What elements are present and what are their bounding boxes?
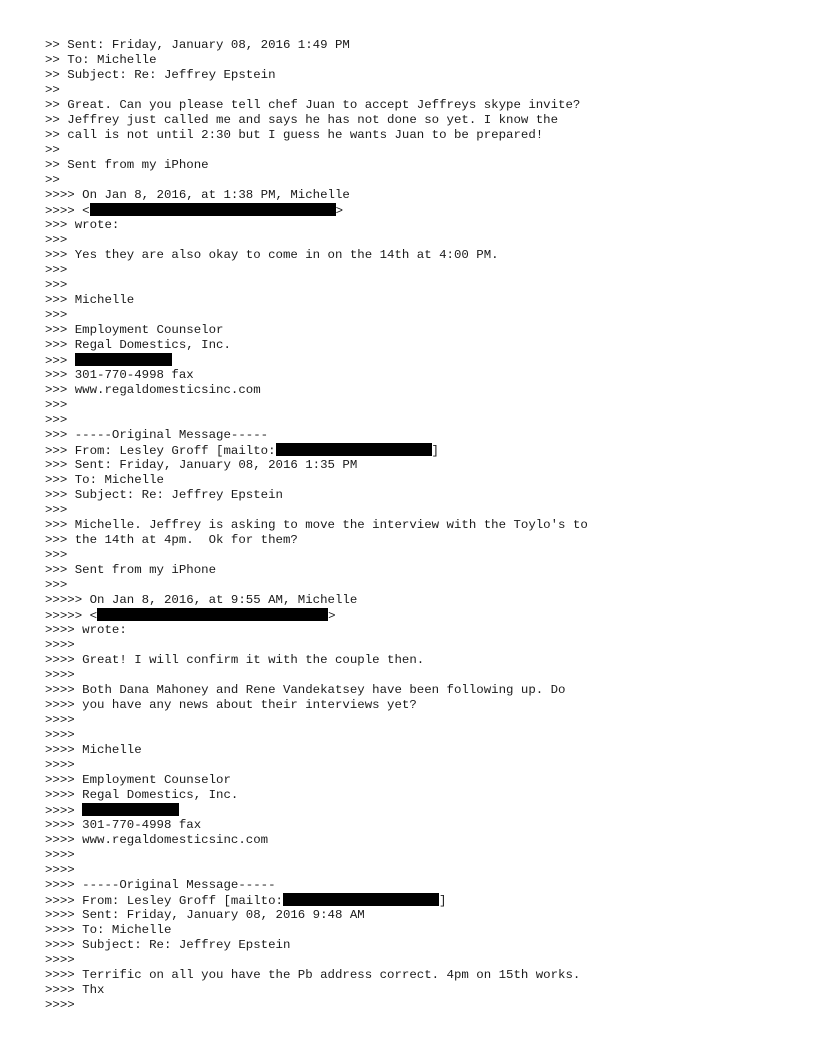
line-text: >>> Employment Counselor [45,323,224,337]
email-line [45,608,805,623]
line-text: >> Great. Can you please tell chef Juan to accept Jeffreys skype invite? [45,98,581,112]
line-text: >>>> Great! I will confirm it with the couple then. [45,653,425,667]
email-line [45,623,805,638]
email-line [45,218,805,233]
redaction-block [283,893,439,906]
line-text: >>>> < [45,204,90,218]
email-line [45,818,805,833]
email-line [45,413,805,428]
email-line [45,713,805,728]
email-line [45,518,805,533]
line-text: >>> the 14th at 4pm. Ok for them? [45,533,298,547]
line-text: >>> [45,278,68,292]
email-line [45,893,805,908]
email-line [45,848,805,863]
line-text: >>> [45,308,68,322]
email-line [45,578,805,593]
line-text: >> To: Michelle [45,53,157,67]
line-text: >>> Michelle. Jeffrey is asking to move the interview with the Toylo's to [45,518,588,532]
line-text: >>>> Terrific on all you have the Pb address correct. 4pm on 15th works. [45,968,581,982]
line-text: >>> [45,413,68,427]
email-line [45,488,805,503]
email-line [45,233,805,248]
email-line [45,668,805,683]
line-text: >>> Sent from my iPhone [45,563,217,577]
email-line [45,338,805,353]
email-line [45,113,805,128]
email-line [45,353,805,368]
email-line [45,593,805,608]
redaction-block [75,353,172,366]
line-text: >> [45,83,60,97]
redaction-block [276,443,432,456]
redaction-block [97,608,328,621]
line-text: >> Sent: Friday, January 08, 2016 1:49 PM [45,38,350,52]
email-line [45,128,805,143]
line-text: >> Subject: Re: Jeffrey Epstein [45,68,276,82]
line-text-after: ] [431,444,439,458]
line-text: >>> Yes they are also okay to come in on the 14th at 4:00 PM. [45,248,499,262]
email-line [45,143,805,158]
line-text: >>>> [45,804,83,818]
redaction-block [90,203,336,216]
email-line [45,263,805,278]
line-text: >>>> -----Original Message----- [45,878,276,892]
line-text: >>>> Sent: Friday, January 08, 2016 9:48 AM [45,908,365,922]
email-line [45,923,805,938]
line-text: >>> [45,233,68,247]
line-text: >>>> From: Lesley Groff [mailto: [45,894,283,908]
email-line [45,698,805,713]
line-text: >> call is not until 2:30 but I guess he wants Juan to be prepared! [45,128,544,142]
email-line [45,188,805,203]
line-text: >>>> To: Michelle [45,923,172,937]
line-text: >>>> [45,953,75,967]
email-line [45,938,805,953]
line-text: >>>> Both Dana Mahoney and Rene Vandekatsey have been following up. Do [45,683,566,697]
email-line [45,683,805,698]
line-text: >> [45,143,60,157]
email-line [45,788,805,803]
line-text: >>>> [45,668,75,682]
email-line [45,323,805,338]
email-line [45,428,805,443]
email-line [45,53,805,68]
email-line [45,443,805,458]
line-text: >>>> 301-770-4998 fax [45,818,202,832]
email-line [45,953,805,968]
email-line [45,563,805,578]
line-text: >>> 301-770-4998 fax [45,368,194,382]
line-text: >>>> [45,998,75,1012]
email-line [45,878,805,893]
line-text: >>>> you have any news about their interviews yet? [45,698,417,712]
line-text: >>>> [45,728,75,742]
line-text: >>>> [45,848,75,862]
line-text: >>> [45,548,68,562]
email-line [45,68,805,83]
line-text: >>> [45,354,75,368]
line-text: >>> -----Original Message----- [45,428,269,442]
email-line [45,458,805,473]
email-line [45,863,805,878]
line-text: >>> Michelle [45,293,135,307]
email-line [45,383,805,398]
email-line [45,398,805,413]
line-text: >>> www.regaldomesticsinc.com [45,383,261,397]
line-text: >>> To: Michelle [45,473,164,487]
email-line [45,98,805,113]
line-text: >>> Subject: Re: Jeffrey Epstein [45,488,283,502]
email-line [45,773,805,788]
email-line [45,158,805,173]
email-line [45,83,805,98]
email-line [45,803,805,818]
line-text: >>>> Employment Counselor [45,773,231,787]
line-text: >>> Regal Domestics, Inc. [45,338,231,352]
email-line [45,203,805,218]
line-text-after: > [328,609,336,623]
email-line [45,503,805,518]
line-text: >>> [45,263,68,277]
line-text: >>> [45,578,68,592]
email-thread-document [45,38,805,1013]
email-line [45,173,805,188]
email-line [45,293,805,308]
email-line [45,368,805,383]
email-line [45,38,805,53]
email-line [45,833,805,848]
email-line [45,653,805,668]
email-line [45,473,805,488]
line-text: >> [45,173,60,187]
line-text: >>>> www.regaldomesticsinc.com [45,833,269,847]
email-line [45,968,805,983]
email-line [45,533,805,548]
email-line [45,308,805,323]
email-line [45,998,805,1013]
email-line [45,728,805,743]
line-text: >>>> On Jan 8, 2016, at 1:38 PM, Michelle [45,188,350,202]
line-text-after: > [335,204,344,218]
email-line [45,248,805,263]
line-text: >>>> wrote: [45,623,127,637]
email-line [45,548,805,563]
line-text-after: ] [438,894,447,908]
line-text: >>> From: Lesley Groff [mailto: [45,444,276,458]
line-text: >>>> Thx [45,983,105,997]
line-text: >>>> [45,758,75,772]
line-text: >>> wrote: [45,218,120,232]
email-line [45,278,805,293]
line-text: >>>> Regal Domestics, Inc. [45,788,239,802]
redaction-block [82,803,179,816]
line-text: >>>>> On Jan 8, 2016, at 9:55 AM, Michelle [45,593,358,607]
email-line [45,983,805,998]
line-text: >>>> Subject: Re: Jeffrey Epstein [45,938,291,952]
line-text: >>> Sent: Friday, January 08, 2016 1:35 PM [45,458,358,472]
email-line [45,743,805,758]
line-text: >> Jeffrey just called me and says he has not done so yet. I know the [45,113,559,127]
line-text: >>> [45,398,68,412]
line-text: >>>> [45,713,75,727]
email-line [45,908,805,923]
line-text: >>> [45,503,68,517]
line-text: >>>> [45,863,75,877]
line-text: >>>> Michelle [45,743,142,757]
line-text: >> Sent from my iPhone [45,158,209,172]
line-text: >>>>> < [45,609,98,623]
line-text: >>>> [45,638,75,652]
email-line [45,758,805,773]
email-line [45,638,805,653]
